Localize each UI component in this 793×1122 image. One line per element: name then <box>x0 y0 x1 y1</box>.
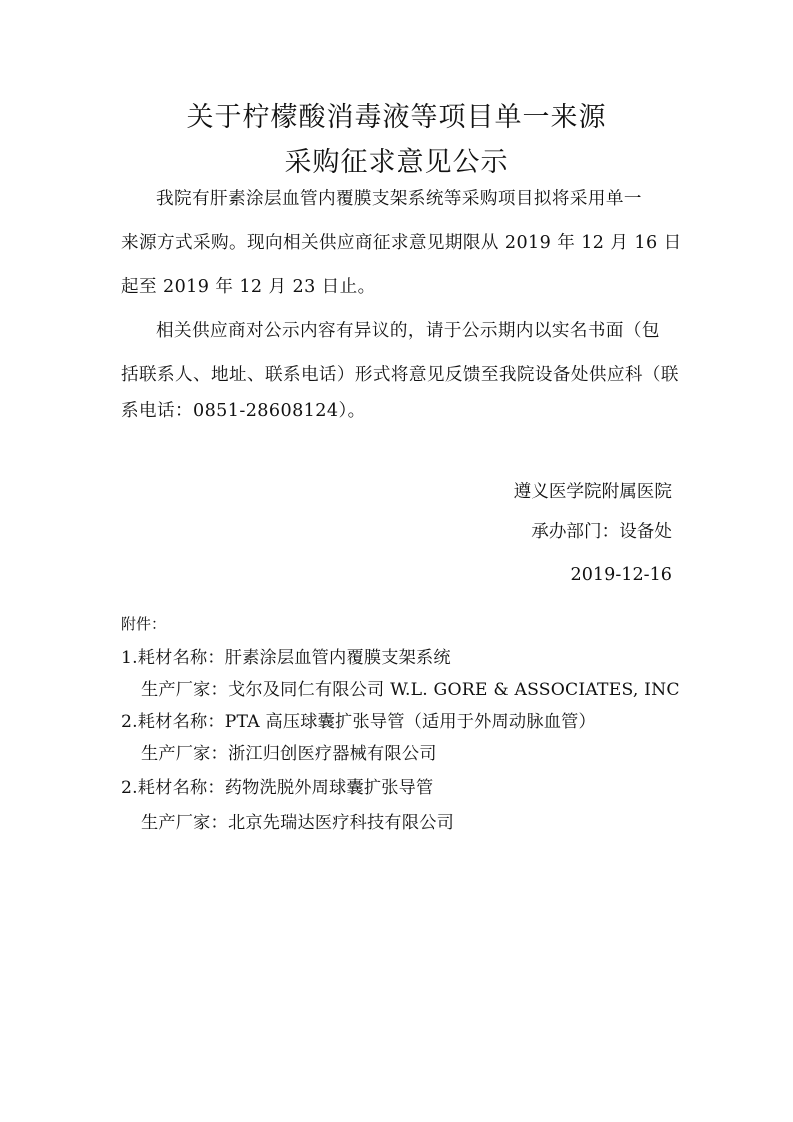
page-title-line-2: 采购征求意见公示 <box>284 147 509 178</box>
paragraph-2-line-3: 系电话：0851-28608124）。 <box>121 401 366 421</box>
paragraph-2-line-2: 括联系人、地址、联系电话）形式将意见反馈至我院设备处供应科（联 <box>121 365 679 385</box>
signature-date: 2019-12-16 <box>570 565 672 585</box>
attachment-item-3-name: 2.耗材名称：药物洗脱外周球囊扩张导管 <box>121 778 434 798</box>
page-title-line-1: 关于柠檬酸消毒液等项目单一来源 <box>186 102 607 133</box>
paragraph-1-line-1: 我院有肝素涂层血管内覆膜支架系统等采购项目拟将采用单一 <box>156 189 642 209</box>
attachment-item-1-maker: 生产厂家：戈尔及同仁有限公司 W.L. GORE & ASSOCIATES, INC <box>141 680 680 700</box>
paragraph-2-line-1: 相关供应商对公示内容有异议的，请于公示期内以实名书面（包 <box>156 321 660 341</box>
attachment-item-2-name: 2.耗材名称：PTA 高压球囊扩张导管（适用于外周动脉血管） <box>121 712 596 732</box>
attachment-item-1-name: 1.耗材名称：肝素涂层血管内覆膜支架系统 <box>121 648 451 668</box>
attachment-item-3-maker: 生产厂家：北京先瑞达医疗科技有限公司 <box>141 813 454 833</box>
paragraph-1-line-2: 来源方式采购。现向相关供应商征求意见期限从 2019 年 12 月 16 日 <box>121 233 682 253</box>
paragraph-1-line-3: 起至 2019 年 12 月 23 日止。 <box>121 277 376 297</box>
attachment-item-2-maker: 生产厂家：浙江归创医疗器械有限公司 <box>141 744 437 764</box>
attachment-label: 附件： <box>121 615 167 633</box>
signature-department: 承办部门：设备处 <box>531 522 672 542</box>
signature-organization: 遵义医学院附属医院 <box>513 482 672 502</box>
